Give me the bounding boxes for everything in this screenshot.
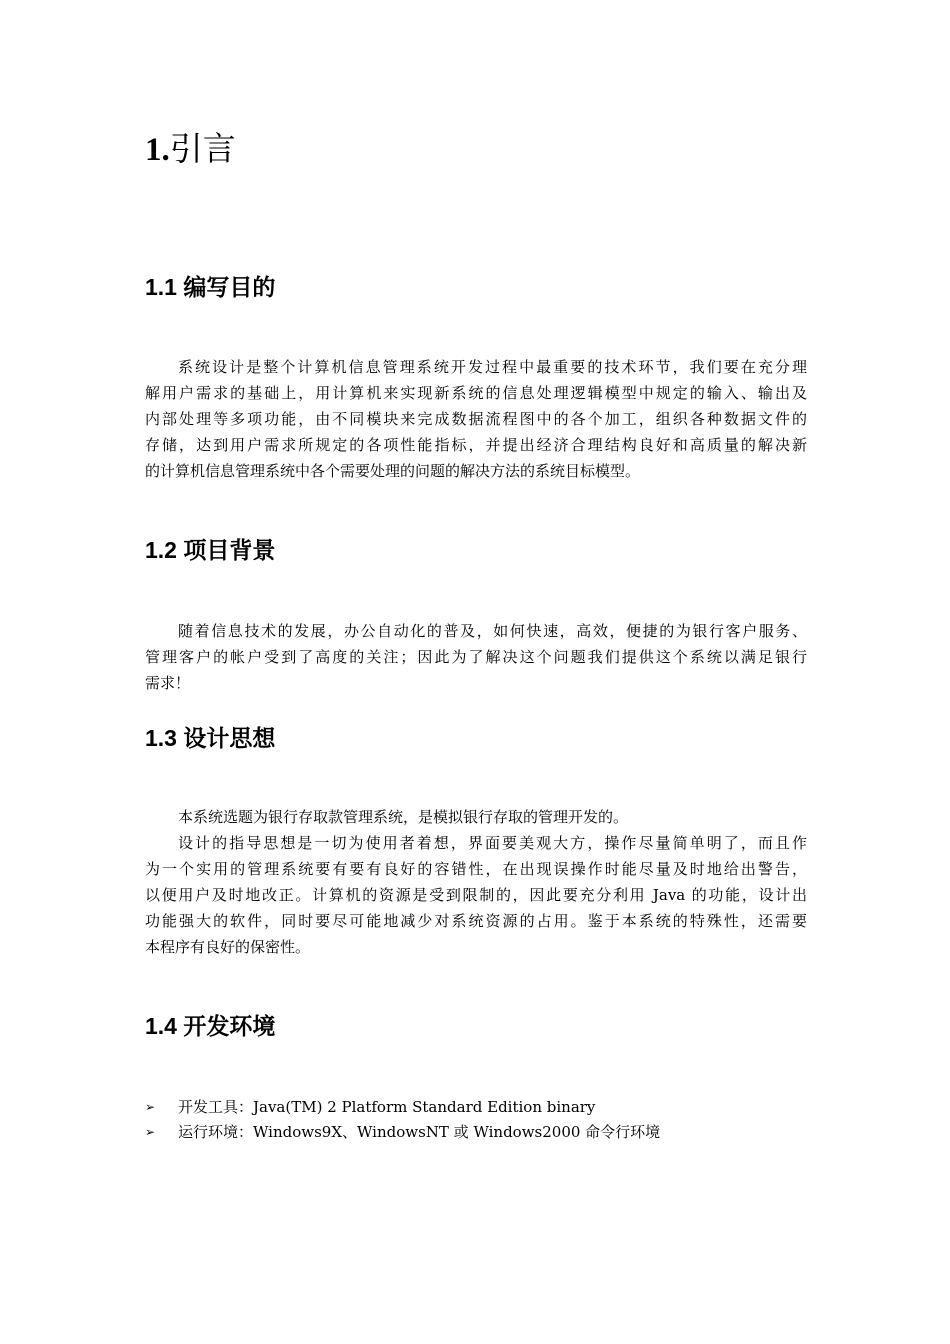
paragraph-line: 解用户需求的基础上，用计算机来实现新系统的信息处理逻辑模型中规定的输入、输出及 — [145, 384, 807, 402]
paragraph-line: 需求！ — [145, 674, 191, 692]
paragraph-line: 本程序有良好的保密性。 — [145, 938, 311, 956]
list-item — [145, 1095, 660, 1120]
arrow-bullet-icon: ➢ — [145, 1125, 156, 1139]
paragraph-line: 本系统选题为银行存取款管理系统，是模拟银行存取的管理开发的。 — [178, 808, 629, 826]
environment-list — [145, 1095, 660, 1145]
section-heading-background: 1.2 项目背景 — [145, 537, 276, 563]
paragraph-line: 存储，达到用户需求所规定的各项性能指标，并提出经济合理结构良好和高质量的解决新 — [145, 436, 807, 454]
chapter-title — [145, 128, 236, 172]
paragraph-line: 功能强大的软件，同时要尽可能地减少对系统资源的占用。鉴于本系统的特殊性，还需要 — [145, 912, 807, 930]
paragraph-line: 随着信息技术的发展，办公自动化的普及，如何快速，高效，便捷的为银行客户服务、 — [178, 622, 807, 640]
section-heading-purpose: 1.1 编写目的 — [145, 274, 276, 300]
section-heading-environment: 1.4 开发环境 — [145, 1013, 276, 1039]
paragraph-line: 的计算机信息管理系统中各个需要处理的问题的解决方法的系统目标模型。 — [145, 462, 641, 480]
paragraph-line: 内部处理等多项功能，由不同模块来完成数据流程图中的各个加工，组织各种数据文件的 — [145, 410, 807, 428]
section-body-purpose — [145, 354, 807, 484]
paragraph-line: 系统设计是整个计算机信息管理系统开发过程中最重要的技术环节，我们要在充分理 — [178, 358, 807, 376]
section-body-design — [145, 804, 807, 960]
list-item-text: 开发工具：Java(TM) 2 Platform Standard Edition binary — [178, 1098, 596, 1116]
paragraph-line: 为一个实用的管理系统要有要有良好的容错性，在出现误操作时能尽量及时地给出警告， — [145, 860, 807, 878]
section-body-background — [145, 618, 807, 696]
arrow-bullet-icon: ➢ — [145, 1100, 156, 1114]
paragraph-line: 设计的指导思想是一切为使用者着想，界面要美观大方，操作尽量简单明了，而且作 — [178, 834, 807, 852]
list-item-text: 运行环境：Windows9X、WindowsNT 或 Windows2000 命令行环境 — [178, 1123, 661, 1141]
section-heading-design: 1.3 设计思想 — [145, 725, 276, 751]
paragraph-line: 以便用户及时地改正。计算机的资源是受到限制的，因此要充分利用 Java 的功能，设计出 — [145, 886, 807, 904]
chapter-title-text: 引言 — [169, 132, 236, 168]
paragraph-line: 管理客户的帐户受到了高度的关注；因此为了解决这个问题我们提供这个系统以满足银行 — [145, 648, 807, 666]
list-item — [145, 1120, 660, 1145]
chapter-number: 1. — [145, 132, 170, 168]
